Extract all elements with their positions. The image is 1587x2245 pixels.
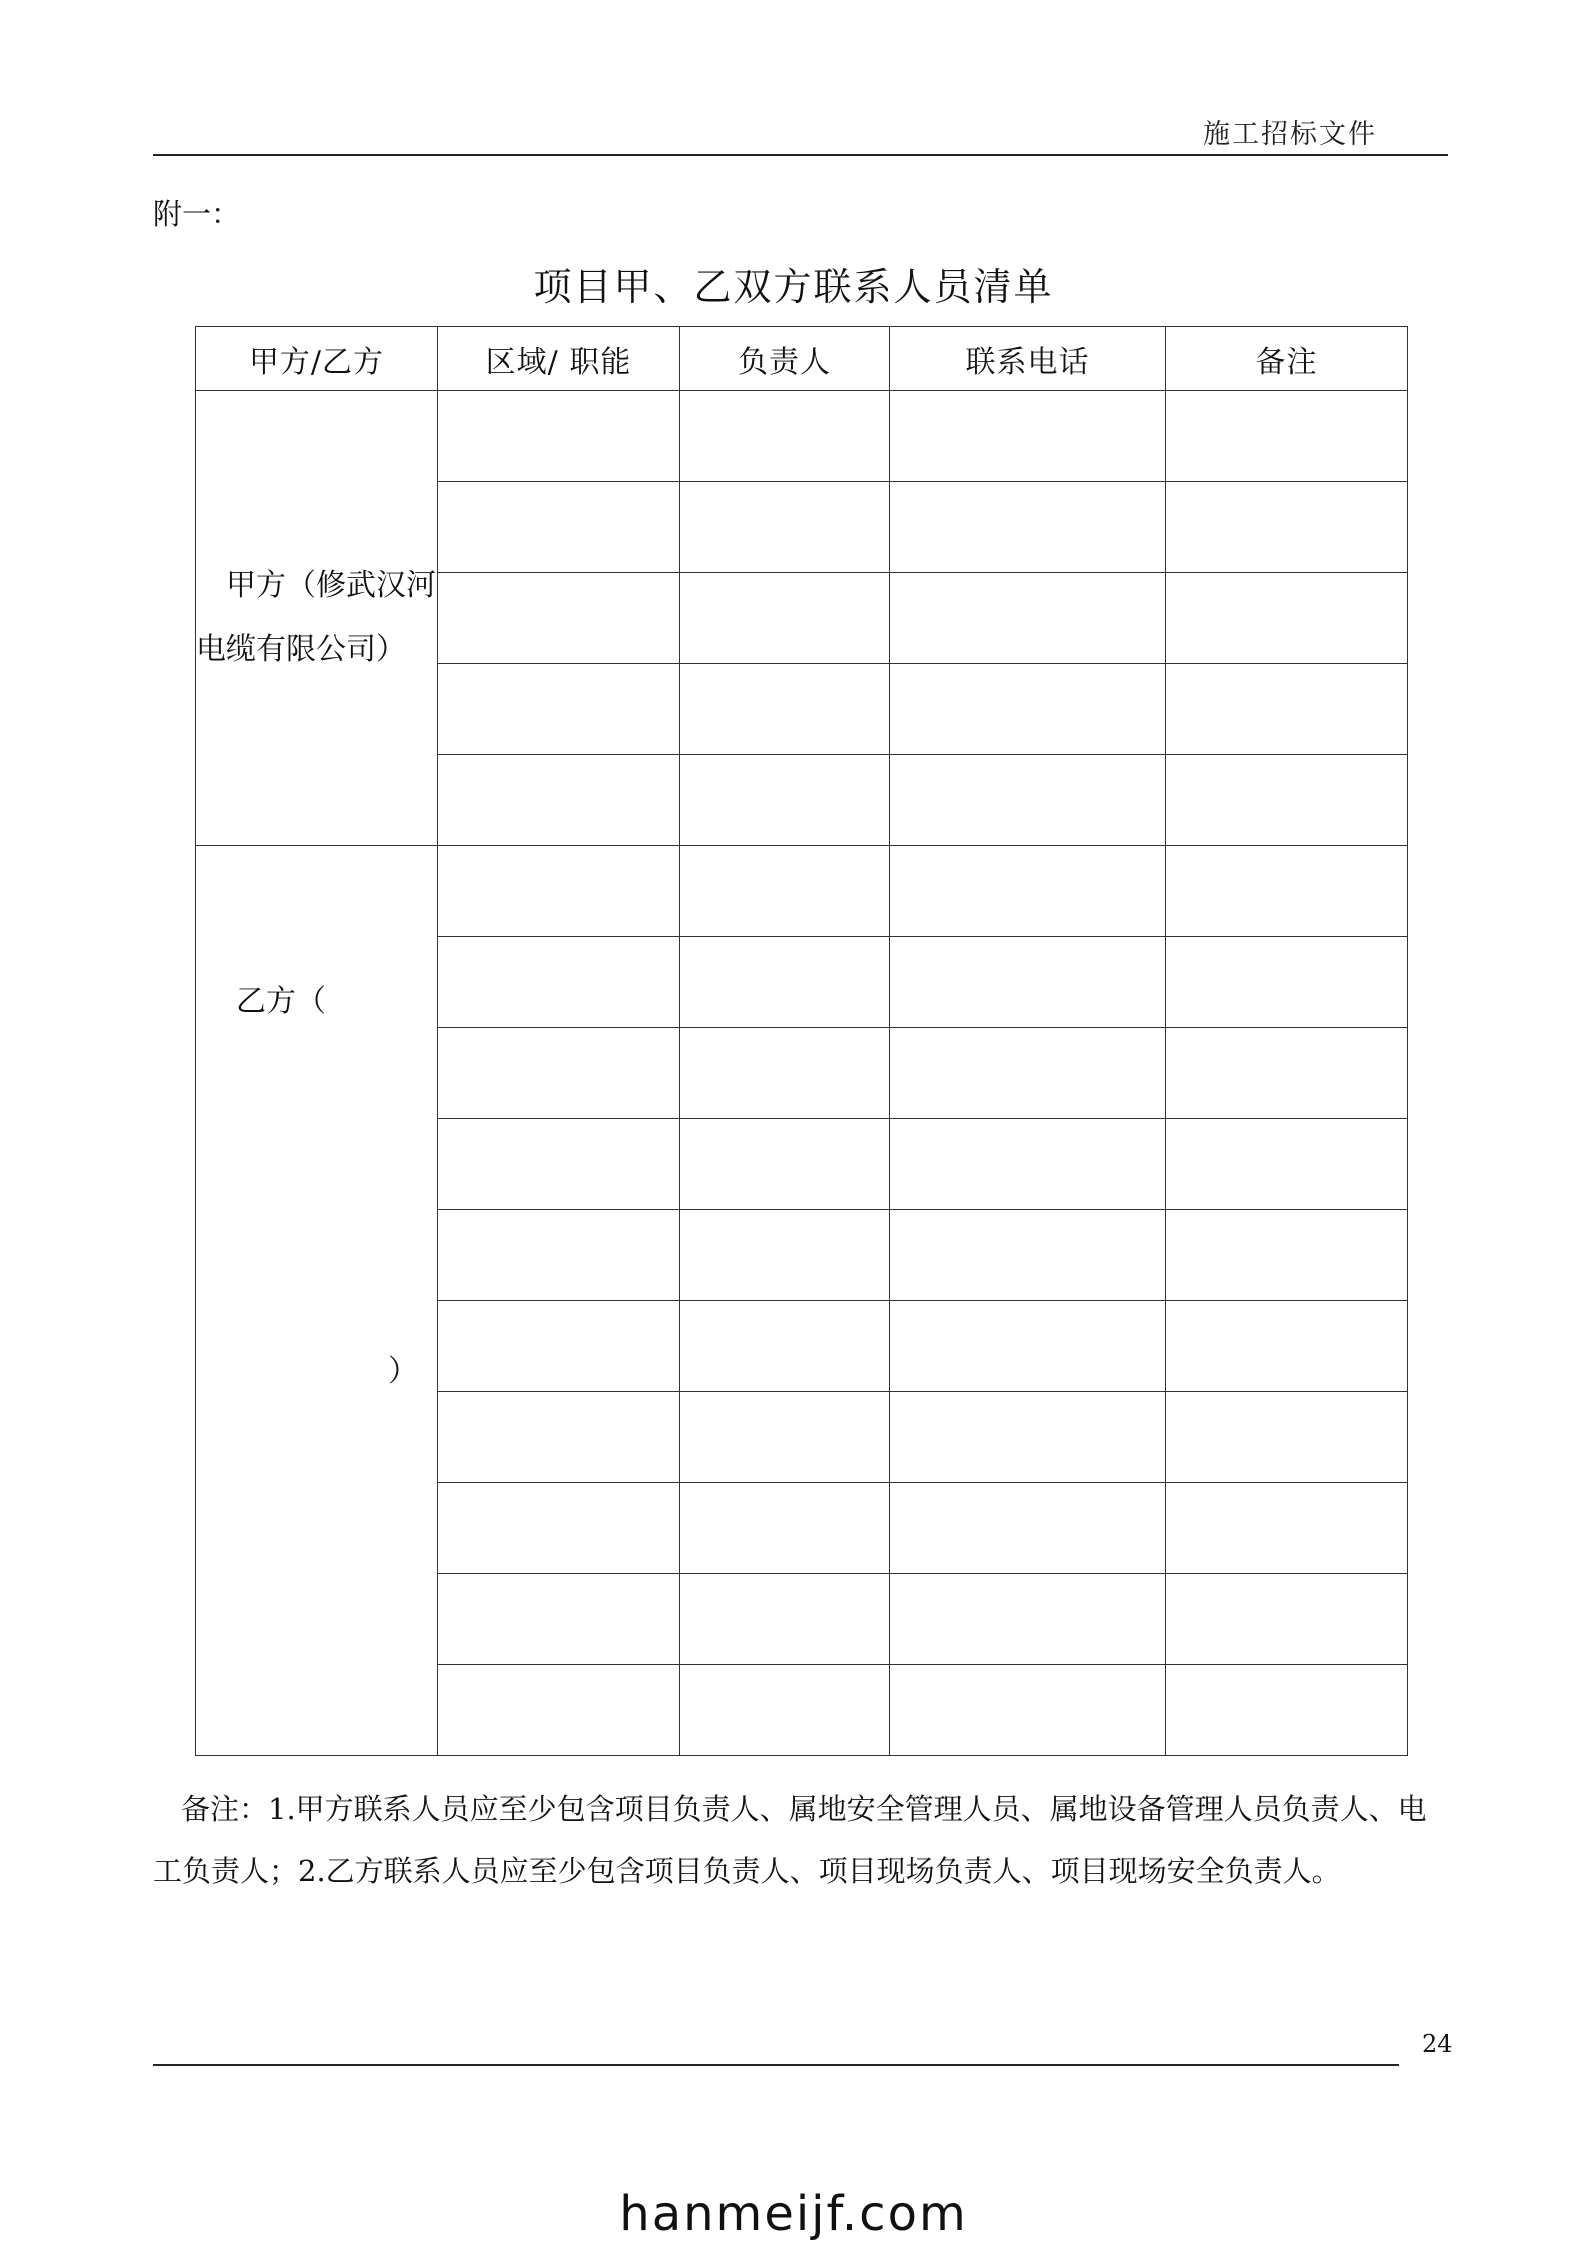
table-cell[interactable]	[680, 846, 890, 937]
table-cell[interactable]	[890, 1301, 1166, 1392]
table-cell[interactable]	[680, 573, 890, 664]
table-cell[interactable]	[438, 1210, 680, 1301]
table-cell[interactable]	[1166, 755, 1408, 846]
table-row	[196, 846, 1408, 937]
table-cell[interactable]	[680, 1119, 890, 1210]
table-cell[interactable]	[890, 846, 1166, 937]
table-cell[interactable]	[680, 1392, 890, 1483]
table-cell[interactable]	[1166, 846, 1408, 937]
table-cell[interactable]	[1166, 937, 1408, 1028]
appendix-label: 附一：	[153, 197, 241, 231]
table-cell[interactable]	[438, 1028, 680, 1119]
table-cell[interactable]	[680, 937, 890, 1028]
header-rule	[153, 154, 1448, 156]
footer-rule	[153, 2064, 1399, 2066]
table-cell[interactable]	[438, 1483, 680, 1574]
table-cell[interactable]	[680, 1574, 890, 1665]
table-cell[interactable]	[438, 937, 680, 1028]
table-cell[interactable]	[1166, 1483, 1408, 1574]
table-cell[interactable]	[890, 391, 1166, 482]
table-cell[interactable]	[680, 1665, 890, 1756]
table-cell[interactable]	[438, 482, 680, 573]
table-cell[interactable]	[890, 664, 1166, 755]
table-cell[interactable]	[890, 1665, 1166, 1756]
table-cell[interactable]	[890, 1483, 1166, 1574]
table-cell[interactable]	[438, 1119, 680, 1210]
header-doc-type: 施工招标文件	[1203, 119, 1377, 150]
table-cell[interactable]	[890, 1574, 1166, 1665]
party-b-label-open: 乙方（	[236, 984, 326, 1019]
table-header-row	[196, 327, 1408, 391]
table-cell[interactable]	[438, 573, 680, 664]
table-cell[interactable]	[680, 1301, 890, 1392]
table-cell[interactable]	[680, 1483, 890, 1574]
table-cell[interactable]	[890, 482, 1166, 573]
table-cell[interactable]	[890, 755, 1166, 846]
table-cell[interactable]	[680, 664, 890, 755]
table-cell[interactable]	[1166, 482, 1408, 573]
party-b-cell	[196, 846, 438, 1756]
table-cell[interactable]	[890, 1210, 1166, 1301]
party-a-label: 甲方（修武汉河电缆有限公司）	[196, 391, 438, 846]
table-cell[interactable]	[1166, 1574, 1408, 1665]
table-cell[interactable]	[1166, 391, 1408, 482]
table-cell[interactable]	[438, 1574, 680, 1665]
table-cell[interactable]	[680, 1210, 890, 1301]
party-b-label-close: ）	[388, 1354, 418, 1389]
table-cell[interactable]	[680, 755, 890, 846]
table-cell[interactable]	[1166, 1210, 1408, 1301]
contacts-table	[195, 326, 1408, 1756]
table-cell[interactable]	[890, 1119, 1166, 1210]
table-cell[interactable]	[1166, 1392, 1408, 1483]
table-cell[interactable]	[680, 391, 890, 482]
table-cell[interactable]	[1166, 1028, 1408, 1119]
header-note: 备注	[1166, 327, 1408, 391]
table-cell[interactable]	[438, 391, 680, 482]
table-cell[interactable]	[1166, 1119, 1408, 1210]
table-cell[interactable]	[890, 573, 1166, 664]
header-area-role: 区域/ 职能	[438, 327, 680, 391]
table-cell[interactable]	[890, 937, 1166, 1028]
table-cell[interactable]	[890, 1028, 1166, 1119]
table-cell[interactable]	[438, 1392, 680, 1483]
page-number: 24	[1422, 2030, 1453, 2058]
table-cell[interactable]	[438, 846, 680, 937]
table-cell[interactable]	[438, 1301, 680, 1392]
page-title: 项目甲、乙双方联系人员清单	[533, 265, 1054, 309]
table-cell[interactable]	[438, 1665, 680, 1756]
table-cell[interactable]	[680, 1028, 890, 1119]
header-party: 甲方/乙方	[196, 327, 438, 391]
table-cell[interactable]	[1166, 1301, 1408, 1392]
table-row	[196, 391, 1408, 482]
table-cell[interactable]	[1166, 573, 1408, 664]
table-cell[interactable]	[890, 1392, 1166, 1483]
header-person-in-charge: 负责人	[680, 327, 890, 391]
header-phone: 联系电话	[890, 327, 1166, 391]
table-cell[interactable]	[1166, 664, 1408, 755]
table-cell[interactable]	[438, 755, 680, 846]
table-cell[interactable]	[438, 664, 680, 755]
watermark: hanmeijf.com	[619, 2186, 968, 2242]
table-cell[interactable]	[680, 482, 890, 573]
remark-text: 备注：1.甲方联系人员应至少包含项目负责人、属地安全管理人员、属地设备管理人员负责人、电工负责人；2.乙方联系人员应至少包含项目负责人、项目现场负责人、项目现场安全负责人。	[153, 1792, 1427, 1888]
table-cell[interactable]	[1166, 1665, 1408, 1756]
